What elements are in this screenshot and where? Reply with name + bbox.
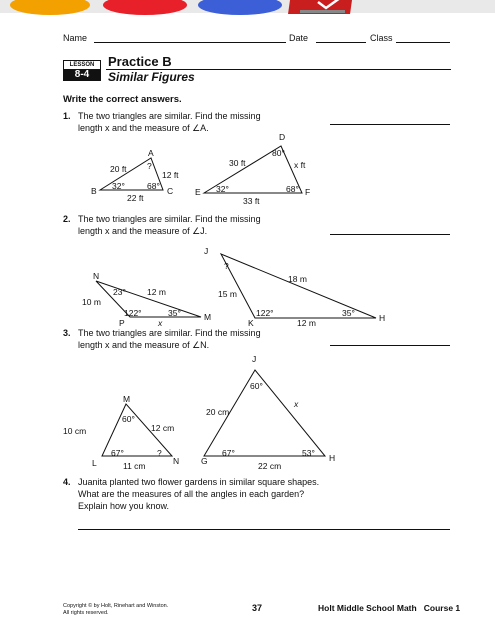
question-4-line3: Explain how you know. [78, 501, 170, 511]
class-label: Class [370, 33, 393, 43]
fig3-label-g: G [201, 456, 208, 466]
fig3-label-n: N [173, 456, 180, 466]
fig2-label-p: P [119, 318, 125, 328]
question-1-number: 1. [63, 111, 71, 121]
question-2-line2: length x and the measure of ∠J. [78, 226, 208, 236]
fig2-angle-k: 122° [256, 308, 274, 318]
lesson-number: 8-4 [63, 69, 101, 81]
header-banner [0, 0, 495, 20]
answer-1-field[interactable] [330, 124, 450, 125]
fig3-side-jh: x [294, 399, 299, 409]
fig3-label-h: H [329, 453, 336, 463]
question-4-line2: What are the measures of all the angles in each garden? [78, 489, 305, 499]
fig1-label-b: B [91, 186, 97, 196]
fig1-unknown-angle: ? [147, 161, 152, 171]
copyright-line-2: All rights reserved. [63, 610, 109, 616]
fig3-side-gh: 22 cm [258, 461, 282, 471]
fig2-label-n: N [93, 271, 100, 281]
fig2-label-j: J [204, 246, 209, 256]
question-2-line1: The two triangles are similar. Find the missing [78, 214, 261, 224]
fig1-side-ed: 30 ft [229, 158, 246, 168]
fig3-side-ln: 11 cm [123, 461, 146, 471]
fig2-label-h: H [379, 313, 386, 323]
instructions: Write the correct answers. [63, 94, 182, 105]
name-label: Name [63, 33, 88, 43]
fig1-side-bc: 22 ft [127, 193, 144, 203]
book-title: Holt Middle School Math Course 1 [318, 603, 461, 613]
page-number: 37 [252, 603, 263, 613]
fig3-side-mn: 12 cm [151, 423, 175, 433]
fig2-side-jh: 18 m [288, 274, 307, 284]
fig3-label-m: M [123, 394, 131, 404]
date-field[interactable] [316, 42, 366, 43]
fig2-side-nm: 12 m [147, 287, 166, 297]
question-4-line1: Juanita planted two flower gardens in similar square shapes. [78, 477, 320, 487]
question-3-line1: The two triangles are similar. Find the missing [78, 328, 261, 338]
fig1-side-ac: 12 ft [162, 170, 179, 180]
name-field[interactable] [94, 42, 286, 43]
fig1-label-a: A [148, 148, 154, 158]
question-1-line1: The two triangles are similar. Find the missing [78, 111, 261, 121]
fig2-side-np: 10 m [82, 297, 101, 307]
fig3-angle-m: 60° [122, 414, 135, 424]
fig1-label-d: D [279, 132, 286, 142]
class-field[interactable] [396, 42, 450, 43]
fig3-angle-h: 53° [302, 448, 315, 458]
fig1-side-df: x ft [294, 160, 306, 170]
fig1-angle-d: 80° [272, 148, 285, 158]
fig1-label-e: E [195, 187, 201, 197]
fig1-side-ab: 20 ft [110, 164, 127, 174]
date-label: Date [289, 33, 309, 43]
fig1-angle-b: 32° [112, 181, 125, 191]
fig2-label-k: K [248, 318, 254, 328]
fig2-side-jk: 15 m [218, 289, 237, 299]
question-1-line2: length x and the measure of ∠A. [78, 123, 209, 133]
answer-2-field[interactable] [330, 234, 450, 235]
fig3-angle-l: 67° [111, 448, 124, 458]
fig2-side-pm: x [158, 318, 163, 328]
fig1-angle-e: 32° [216, 184, 229, 194]
fig2-unknown-angle: ? [224, 261, 229, 271]
fig2-angle-n: 23° [113, 287, 126, 297]
copyright-line-1: Copyright © by Holt, Rinehart and Winston. [63, 603, 169, 609]
fig3-label-l: L [92, 458, 97, 468]
question-4-number: 4. [63, 477, 71, 487]
fig1-label-f: F [305, 187, 311, 197]
page-subtitle: Similar Figures [108, 70, 195, 84]
fig1-angle-f: 68° [286, 184, 299, 194]
fig3-label-j: J [252, 354, 257, 364]
fig3-side-gj: 20 cm [206, 407, 230, 417]
fig3-side-lm: 10 cm [63, 426, 87, 436]
question-3-line2: length x and the measure of ∠N. [78, 340, 210, 350]
fig2-angle-m: 35° [168, 308, 181, 318]
answer-4-field[interactable] [78, 529, 450, 530]
fig3-angle-j: 60° [250, 381, 263, 391]
fig1-angle-c: 68° [147, 181, 160, 191]
fig2-label-m: M [204, 312, 212, 322]
lesson-badge-label: LESSON [63, 60, 101, 70]
fig1-side-ef: 33 ft [243, 196, 260, 206]
fig2-angle-h: 35° [342, 308, 355, 318]
fig1-label-c: C [167, 186, 174, 196]
fig2-angle-p: 122° [124, 308, 142, 318]
fig2-side-kh: 12 m [297, 318, 316, 328]
page-title: Practice B [108, 54, 172, 69]
question-3-number: 3. [63, 328, 71, 338]
answer-3-field[interactable] [330, 345, 450, 346]
fig3-unknown-angle: ? [157, 448, 162, 458]
fig3-angle-g: 67° [222, 448, 235, 458]
question-2-number: 2. [63, 214, 71, 224]
